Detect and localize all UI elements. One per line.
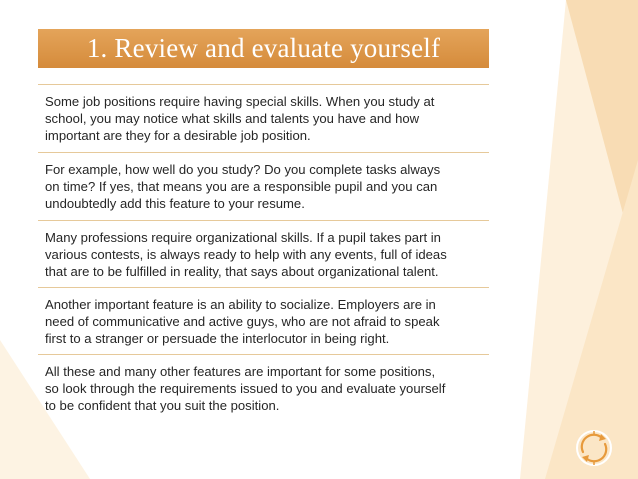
circular-arrows-icon[interactable] (574, 428, 614, 468)
paragraph-line: Many professions require organizational skills. If a pupil takes part in (45, 230, 441, 245)
paragraph-line: need of communicative and active guys, who are not afraid to speak (45, 314, 440, 329)
paragraph-line: various contests, is always ready to help with any events, full of ideas (45, 247, 447, 262)
paragraph-line: important are they for a desirable job position. (45, 128, 311, 143)
paragraph-5 (38, 355, 489, 423)
paragraph-line: first to a stranger or persuade the interlocutor in being right. (45, 331, 390, 346)
paragraph-2 (38, 153, 489, 221)
paragraph-line: that are to be fulfilled in reality, that says about organizational talent. (45, 264, 439, 279)
paragraph-line: school, you may notice what skills and talents you have and how (45, 111, 420, 126)
paragraph-line: to be confident that you suit the position. (45, 398, 280, 413)
paragraph-line: All these and many other features are important for some positions, (45, 364, 436, 379)
paragraph-line: undoubtedly add this feature to your resume. (45, 196, 305, 211)
slide-title: 1. Review and evaluate yourself (86, 33, 441, 63)
paragraph-line: For example, how well do you study? Do you complete tasks always (45, 162, 441, 177)
paragraph-3 (38, 221, 489, 288)
title-bar (38, 29, 489, 68)
paragraph-line: on time? If yes, that means you are a responsible pupil and you can (45, 179, 438, 194)
paragraph-line: so look through the requirements issued to you and evaluate yourself (45, 381, 446, 396)
paragraph-line: Some job positions require having special skills. When you study at (45, 94, 435, 109)
paragraph-line: Another important feature is an ability to socialize. Employers are in (45, 297, 436, 312)
paragraph-4 (38, 288, 489, 355)
paragraph-1 (38, 85, 489, 153)
